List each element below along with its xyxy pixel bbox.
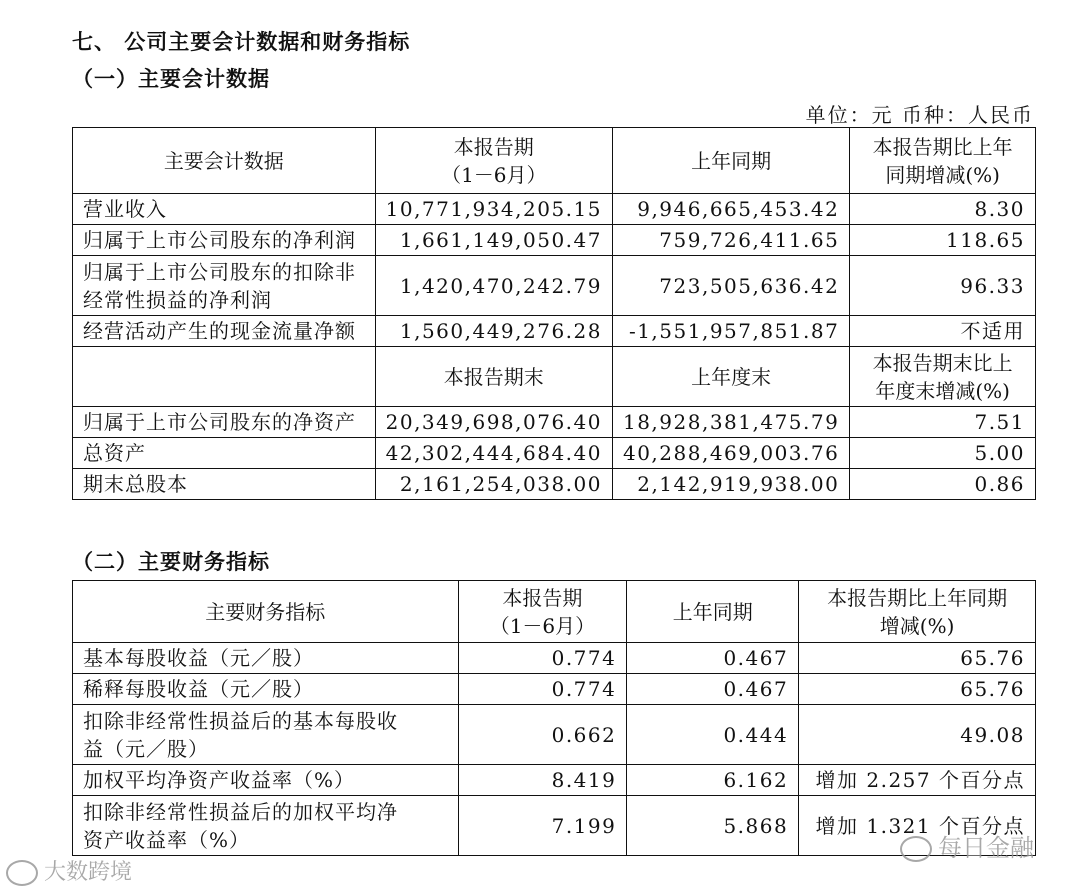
wechat-icon <box>900 836 932 862</box>
value-cell: 8.30 <box>850 194 1036 225</box>
table-row <box>73 674 1036 705</box>
value-cell: 1,560,449,276.28 <box>375 316 612 347</box>
value-cell: 118.65 <box>850 225 1036 256</box>
section-title: 七、 公司主要会计数据和财务指标 <box>72 30 411 54</box>
table-row <box>73 316 1036 347</box>
value-cell: 8.419 <box>458 765 627 796</box>
watermark-left <box>6 855 132 886</box>
header-cell: 上年度末 <box>612 347 849 407</box>
table-row <box>73 256 1036 316</box>
table-row <box>73 469 1036 500</box>
value-cell: 0.86 <box>850 469 1036 500</box>
value-cell: 2,142,919,938.00 <box>612 469 849 500</box>
table-row <box>73 407 1036 438</box>
unit-currency-line: 单位：元 币种：人民币 <box>805 103 1034 127</box>
row-label: 加权平均净资产收益率（%） <box>73 765 459 796</box>
table-row <box>73 643 1036 674</box>
row-label: 期末总股本 <box>73 469 376 500</box>
table-row <box>73 765 1036 796</box>
value-cell: 5.00 <box>850 438 1036 469</box>
header-cell: 主要财务指标 <box>73 581 459 643</box>
value-cell: 6.162 <box>627 765 799 796</box>
value-cell: 0.774 <box>458 674 627 705</box>
main-accounting-data-table <box>72 127 1036 500</box>
value-cell: 增加 2.257 个百分点 <box>799 765 1036 796</box>
value-cell: 9,946,665,453.42 <box>612 194 849 225</box>
watermark-right <box>900 828 1034 863</box>
value-cell: 20,349,698,076.40 <box>375 407 612 438</box>
value-cell: 18,928,381,475.79 <box>612 407 849 438</box>
header-cell: 本报告期 （1－6月） <box>375 128 612 194</box>
value-cell: 759,726,411.65 <box>612 225 849 256</box>
row-label: 扣除非经常性损益后的基本每股收 益（元／股） <box>73 705 459 765</box>
value-cell: 0.774 <box>458 643 627 674</box>
subsection-title-financial-indicators: （二）主要财务指标 <box>72 550 270 574</box>
row-label: 归属于上市公司股东的净利润 <box>73 225 376 256</box>
main-financial-indicators-table <box>72 580 1036 856</box>
table-header-row <box>73 128 1036 194</box>
header-cell: 本报告期 （1－6月） <box>458 581 627 643</box>
header-cell: 本报告期比上年 同期增减(%) <box>850 128 1036 194</box>
table-row <box>73 438 1036 469</box>
table-subheader-row <box>73 347 1036 407</box>
value-cell: 1,661,149,050.47 <box>375 225 612 256</box>
subsection-title-accounting-data: （一）主要会计数据 <box>72 67 270 91</box>
value-cell: 96.33 <box>850 256 1036 316</box>
table-header-row <box>73 581 1036 643</box>
value-cell: 7.199 <box>458 796 627 856</box>
header-cell <box>73 347 376 407</box>
value-cell: 65.76 <box>799 643 1036 674</box>
header-cell: 上年同期 <box>612 128 849 194</box>
table-row <box>73 194 1036 225</box>
value-cell: 10,771,934,205.15 <box>375 194 612 225</box>
table-row <box>73 705 1036 765</box>
table-row <box>73 225 1036 256</box>
value-cell: 0.662 <box>458 705 627 765</box>
value-cell: 723,505,636.42 <box>612 256 849 316</box>
value-cell: 7.51 <box>850 407 1036 438</box>
row-label: 稀释每股收益（元／股） <box>73 674 459 705</box>
row-label: 归属于上市公司股东的扣除非 经常性损益的净利润 <box>73 256 376 316</box>
value-cell: 增加 1.321 个百分点 <box>799 796 1036 856</box>
value-cell: 42,302,444,684.40 <box>375 438 612 469</box>
row-label: 经营活动产生的现金流量净额 <box>73 316 376 347</box>
value-cell: 0.467 <box>627 674 799 705</box>
value-cell: 49.08 <box>799 705 1036 765</box>
row-label: 扣除非经常性损益后的加权平均净 资产收益率（%） <box>73 796 459 856</box>
brand-logo-icon <box>6 860 38 886</box>
row-label: 归属于上市公司股东的净资产 <box>73 407 376 438</box>
value-cell: -1,551,957,851.87 <box>612 316 849 347</box>
watermark-left-text: 大数跨境 <box>44 860 133 885</box>
value-cell: 0.444 <box>627 705 799 765</box>
value-cell: 1,420,470,242.79 <box>375 256 612 316</box>
value-cell: 65.76 <box>799 674 1036 705</box>
value-cell: 2,161,254,038.00 <box>375 469 612 500</box>
row-label: 基本每股收益（元／股） <box>73 643 459 674</box>
value-cell: 0.467 <box>627 643 799 674</box>
header-cell: 本报告期末比上 年度末增减(%) <box>850 347 1036 407</box>
header-cell: 上年同期 <box>627 581 799 643</box>
header-cell: 主要会计数据 <box>73 128 376 194</box>
row-label: 总资产 <box>73 438 376 469</box>
table-row <box>73 796 1036 856</box>
row-label: 营业收入 <box>73 194 376 225</box>
value-cell: 不适用 <box>850 316 1036 347</box>
value-cell: 40,288,469,003.76 <box>612 438 849 469</box>
header-cell: 本报告期比上年同期 增减(%) <box>799 581 1036 643</box>
watermark-right-text: 每日金融 <box>938 834 1034 862</box>
value-cell: 5.868 <box>627 796 799 856</box>
header-cell: 本报告期末 <box>375 347 612 407</box>
